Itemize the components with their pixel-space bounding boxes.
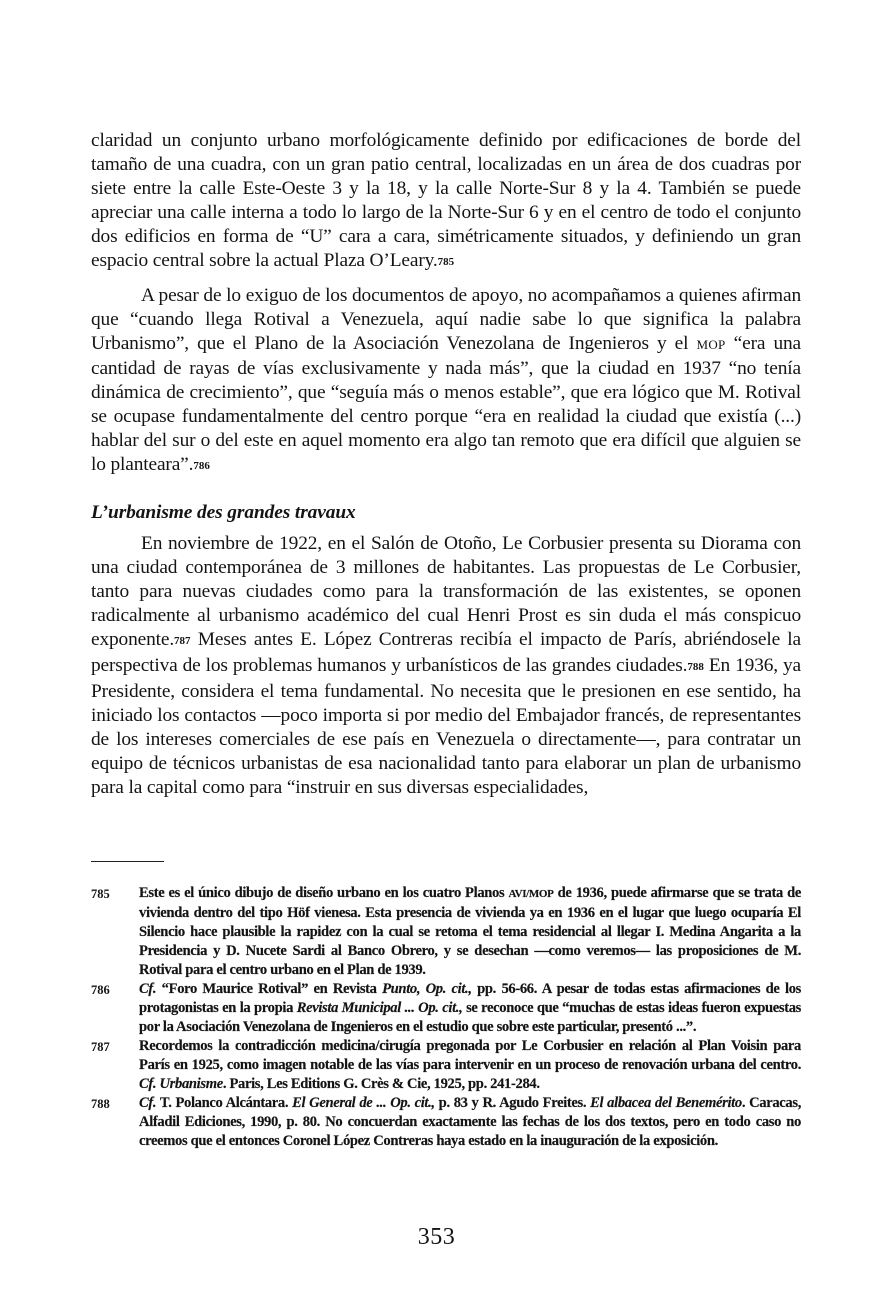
citation-title: El albacea del Benemérito: [590, 1095, 742, 1111]
abbrev-avi-mop: AVI/MOP: [508, 888, 554, 900]
footnote-text-part: . Caracas, Alfadil Ediciones, 1990, p. 80. No concuerdan exactamente las fechas de los dos textos, pero en todo caso no creemos que el entonces Coronel López Contreras haya estado en la inauguración de la exposición.: [139, 1095, 801, 1149]
paragraph-text: claridad un conjunto urbano morfológicamente definido por edificaciones de borde del tamaño de una cuadra, con un gran patio central, localizadas en un área de dos cuadras por siete entre la calle Este-Oeste 3 y la 18, y la calle Norte-Sur 8 y la 4. También se puede apreciar una calle interna a todo lo largo de la Norte-Sur 6 y en el centro de todo el conjunto dos edificios en forma de “U” cara a cara, simétricamente situados, y definiendo un gran espacio central sobre la actual Plaza O’Leary.: [91, 130, 801, 271]
footnote-number: 788: [91, 1097, 110, 1111]
footnote-text-part: . Paris, Les Editions G. Crès & Cie, 1925, pp. 241-284.: [222, 1076, 540, 1092]
footnote-text: [139, 1037, 801, 1094]
footnote-ref-786[interactable]: 786: [193, 460, 210, 472]
section-heading: L’urbanisme des grandes travaux: [91, 502, 356, 523]
citation-title: Punto, Op. cit.,: [382, 981, 472, 997]
footnote-text-part: de 1936, puede afirmarse que se trata de vivienda dentro del tipo Höf vienesa. Esta presencia de vivienda ya en 1936 en el lugar que luego ocuparía El Silencio hace plausible la rapidez con la cual se retoma el tema residencial al llegar I. Medina Angarita a la Presidencia y D. Nucete Sardi al Banco Obrero, y se desechan —como veremos— las proposiciones de M. Rotival para el centro urbano en el Plan de 1939.: [139, 885, 801, 978]
citation-title: Cf. Urbanisme: [139, 1076, 223, 1092]
footnote-text-part: Este es el único dibujo de diseño urbano en los cuatro Planos: [139, 885, 509, 901]
footnote-text-part: p. 83 y R. Agudo Freites.: [434, 1095, 591, 1111]
footnote-number: 787: [91, 1040, 110, 1054]
paragraph-text: En noviembre de 1922, en el Salón de Otoño, Le Corbusier presenta su Diorama con una ciudad contemporánea de 3 millones de habitantes. Las propuestas de Le Corbusier, tanto para nuevas ciudades como para la transformación de las existentes, se oponen radicalmente al urbanismo académico del cual Henri Prost es sin duda el más conspicuo exponente.: [91, 533, 801, 650]
footnote-text-part: pp. 56-66. A pesar de todas estas afirmaciones de los protagonistas en la propia: [139, 981, 802, 1016]
footnotes: [91, 884, 801, 1151]
page-number: 353: [417, 1224, 456, 1250]
footnote-number: 785: [91, 887, 110, 901]
paragraph-text: “era una cantidad de rayas de vías exclusivamente y nada más”, que la ciudad en 1937 “no tenía dinámica de crecimiento”, que “seguía más o menos estable”, que era lógico que M. Rotival se ocupase fundamentalmente del centro porque “era en realidad la ciudad que existía (...) hablar del sur o del este en aquel momento era algo tan remoto que era difícil que alguien se lo planteara”.: [91, 333, 802, 475]
footnote-ref-788[interactable]: 788: [687, 661, 704, 673]
footnote-text: [139, 884, 801, 980]
footnote-text-part: se reconoce que “muchas de estas ideas fueron expuestas por la Asociación Venezolana de Ingenieros en el estudio que sobre este particular, presentó ...”.: [139, 1000, 802, 1035]
footnote-787: [91, 1037, 801, 1094]
footnote-785: [91, 884, 801, 980]
abbrev-mop: MOP: [696, 337, 726, 352]
citation-title: El General de ... Op. cit.,: [292, 1095, 435, 1111]
footnote-786: [91, 980, 801, 1037]
footnote-text-part: “Foro Maurice Rotival” en Revista: [156, 981, 383, 997]
paragraph-2: [91, 284, 801, 479]
cf-label: Cf.: [139, 981, 157, 997]
footnote-788: [91, 1094, 801, 1151]
footnote-number: 786: [91, 983, 110, 997]
footnote-ref-785[interactable]: 785: [437, 256, 455, 268]
footnote-text-part: T. Polanco Alcántara.: [156, 1095, 293, 1111]
cf-label: Cf.: [139, 1095, 157, 1111]
paragraph-1: [91, 129, 801, 275]
citation-title: Revista Municipal ... Op. cit.,: [296, 1000, 463, 1016]
footnote-text: [139, 1094, 801, 1151]
paragraph-text: Meses antes E. López Contreras recibía el impacto de París, abriéndosele la perspectiva de los problemas humanos y urbanísticos de las grandes ciudades.: [91, 629, 801, 676]
footnote-ref-787[interactable]: 787: [174, 635, 191, 647]
paragraph-3: [91, 532, 801, 800]
footnote-separator: [91, 861, 164, 862]
footnote-text-part: Recordemos la contradicción medicina/cirugía pregonada por Le Corbusier en relación al Plan Voisin para París en 1925, como imagen notable de las vías para intervenir en un proceso de renovación urbana del centro.: [139, 1038, 801, 1073]
paragraph-text: A pesar de lo exiguo de los documentos de apoyo, no acompañamos a quienes afirman que “cuando llega Rotival a Venezuela, aquí nadie sabe lo que significa la palabra Urbanismo”, que el Plano de la Asociación Venezolana de Ingenieros y el: [91, 285, 801, 354]
body-text: [91, 129, 801, 800]
footnote-text: [139, 980, 801, 1037]
paragraph-text: En 1936, ya Presidente, considera el tema fundamental. No necesita que le presionen en ese sentido, ha iniciado los contactos —poco importa si por medio del Embajador francés, de representantes de los intereses comerciales de ese país en Venezuela o directamente—, para contratar un equipo de técnicos urbanistas de esa nacionalidad tanto para elaborar un plan de urbanismo para la capital como para “instruir en sus diversas especialidades,: [91, 655, 801, 798]
